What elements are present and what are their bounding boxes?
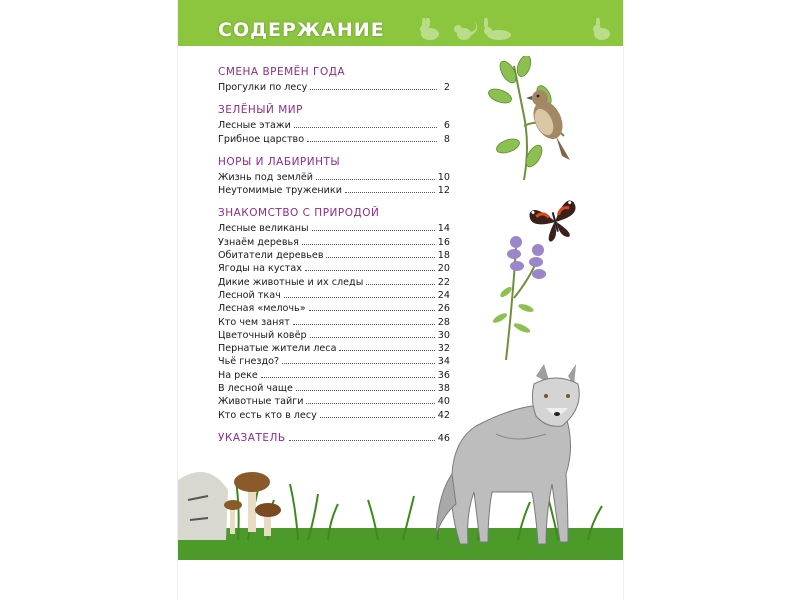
dot-leader — [305, 269, 435, 271]
header-band — [178, 0, 623, 46]
dot-leader — [312, 229, 435, 231]
toc-entry-label: На реке — [218, 369, 258, 381]
section-title: ЗНАКОМСТВО С ПРИРОДОЙ — [218, 207, 380, 220]
toc-entry[interactable] — [218, 355, 450, 368]
dot-leader — [320, 416, 435, 418]
toc-entry-label: Грибное царство — [218, 133, 305, 145]
wolf-head — [532, 364, 579, 426]
dot-leader — [309, 309, 435, 311]
toc-entry-label: Лесная «мелочь» — [218, 303, 306, 315]
toc-entry-label: Ягоды на кустах — [218, 263, 302, 275]
squirrel-silhouette-icon — [454, 20, 477, 40]
dot-leader — [310, 88, 437, 90]
rabbit-silhouette-icon — [420, 18, 439, 40]
toc-entry-label: Жизнь под землёй — [218, 171, 313, 183]
section-title: НОРЫ И ЛАБИРИНТЫ — [218, 155, 341, 168]
toc-entry-page-number: 8 — [443, 133, 450, 145]
page-title: СОДЕРЖАНИЕ — [218, 19, 385, 41]
dot-leader — [310, 336, 435, 338]
toc-entry-label: Лесные великаны — [218, 223, 309, 235]
toc-entry[interactable] — [218, 329, 450, 342]
dot-leader — [306, 402, 434, 404]
section-title: СМЕНА ВРЕМЁН ГОДА — [218, 66, 346, 78]
toc-entry-page-number: 42 — [437, 409, 450, 421]
section-title: ЗЕЛЁНЫЙ МИР — [218, 104, 303, 117]
toc-entry[interactable] — [218, 342, 450, 355]
toc-entry[interactable] — [218, 81, 450, 94]
dot-leader — [296, 389, 435, 391]
toc-entry[interactable] — [218, 119, 450, 132]
toc-entry-label: Животные тайги — [218, 396, 304, 408]
toc-entry[interactable] — [218, 236, 450, 249]
dot-leader — [366, 283, 435, 285]
dot-leader — [261, 376, 435, 378]
toc-entry-page-number: 20 — [437, 263, 450, 275]
toc-entry-label: Дикие животные и их следы — [218, 276, 364, 288]
toc-entry-label: Кто чем занят — [218, 316, 290, 328]
toc-entry-page-number: 14 — [437, 223, 450, 235]
toc-section — [218, 66, 450, 94]
toc-entry-page-number: 28 — [437, 316, 450, 328]
index-page-number: 46 — [437, 432, 450, 444]
toc-entry-page-number: 18 — [437, 250, 450, 262]
toc-entry[interactable] — [218, 184, 450, 197]
wolf-illustration — [436, 364, 601, 554]
dot-leader — [307, 140, 437, 142]
toc-entry-label: Чьё гнездо? — [218, 356, 280, 368]
toc-entry-page-number: 22 — [437, 276, 450, 288]
toc-entry[interactable] — [218, 409, 450, 422]
bird-on-branch-illustration — [484, 56, 584, 184]
dot-leader — [326, 256, 434, 258]
animal-silhouettes — [414, 18, 614, 42]
toc-entry-page-number: 38 — [437, 383, 450, 395]
toc-entry-page-number: 24 — [437, 289, 450, 301]
toc-section — [218, 207, 450, 421]
toc-entry[interactable] — [218, 395, 450, 408]
book-page — [178, 0, 623, 600]
hare-silhouette-icon — [484, 18, 511, 40]
toc-entry[interactable] — [218, 262, 450, 275]
dot-leader — [302, 243, 435, 245]
rabbit-silhouette-icon — [593, 18, 610, 40]
toc-entry[interactable] — [218, 302, 450, 315]
toc-entry-page-number: 32 — [437, 343, 450, 355]
toc-entry-page-number: 30 — [437, 329, 450, 341]
dot-leader — [339, 349, 434, 351]
purple-flower-illustration — [486, 228, 566, 364]
toc-entry-page-number: 26 — [437, 303, 450, 315]
toc-entry-page-number: 10 — [437, 171, 450, 183]
toc-entry[interactable] — [218, 382, 450, 395]
dot-leader — [294, 126, 437, 128]
table-of-contents — [218, 66, 450, 444]
dot-leader — [289, 440, 435, 441]
dot-leader — [282, 362, 435, 364]
mushrooms-illustration — [224, 472, 281, 536]
toc-entry-page-number: 2 — [443, 82, 450, 93]
toc-entry-label: Пернатые жители леса — [218, 343, 337, 355]
toc-entry-label: Цветочный ковёр — [218, 329, 307, 341]
toc-entry-label: Кто есть кто в лесу — [218, 409, 317, 421]
dot-leader — [293, 323, 435, 325]
toc-entry-page-number: 36 — [437, 369, 450, 381]
index-label: УКАЗАТЕЛЬ — [218, 431, 286, 444]
dot-leader — [284, 296, 435, 298]
toc-entry-label: Узнаём деревья — [218, 236, 299, 248]
toc-entry-label: Прогулки по лесу — [218, 82, 308, 93]
toc-entry-page-number: 6 — [443, 120, 450, 132]
toc-section — [218, 156, 450, 198]
toc-entry[interactable] — [218, 133, 450, 146]
toc-entry-page-number: 16 — [437, 236, 450, 248]
toc-entry-page-number: 34 — [437, 356, 450, 368]
toc-entry-page-number: 12 — [437, 185, 450, 197]
dot-leader — [316, 178, 435, 180]
toc-entry-label: Лесные этажи — [218, 120, 291, 132]
toc-entry-label: В лесной чаще — [218, 383, 293, 395]
toc-entry[interactable] — [218, 369, 450, 382]
toc-entry-label: Обитатели деревьев — [218, 250, 324, 262]
toc-entry[interactable] — [218, 276, 450, 289]
toc-entry[interactable] — [218, 289, 450, 302]
toc-entry[interactable] — [218, 171, 450, 184]
toc-entry[interactable] — [218, 249, 450, 262]
toc-entry-page-number: 40 — [437, 396, 450, 408]
toc-entry-label: Лесной ткач — [218, 289, 281, 301]
toc-section — [218, 104, 450, 146]
dot-leader — [345, 191, 435, 193]
toc-entry-label: Неутомимые труженики — [218, 185, 342, 197]
toc-entry[interactable] — [218, 222, 450, 235]
toc-index-entry[interactable] — [218, 432, 450, 444]
tree-trunk — [178, 472, 228, 540]
toc-entry[interactable] — [218, 316, 450, 329]
